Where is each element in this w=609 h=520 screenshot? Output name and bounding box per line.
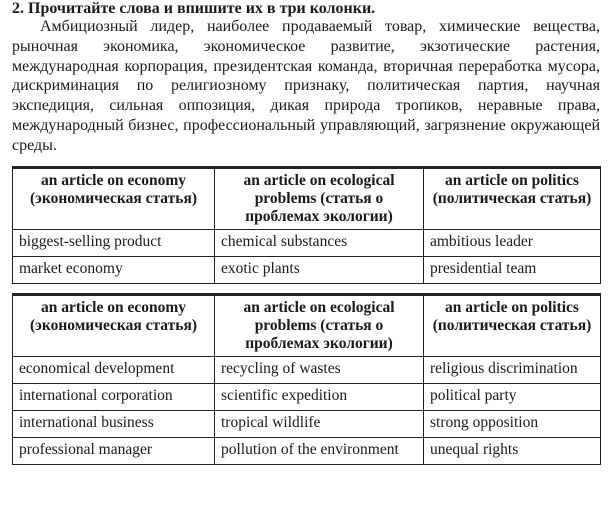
words-table-bottom [12, 293, 601, 465]
table-cell: economical development [13, 357, 215, 384]
header-row [13, 168, 601, 230]
table-cell: recycling of wastes [215, 357, 424, 384]
table-cell: international business [13, 411, 215, 438]
header-economy: an article on economy (экономическая статья) [13, 295, 215, 357]
table-cell: professional manager [13, 438, 215, 465]
table-cell: biggest-selling product [13, 230, 215, 257]
table-row [13, 257, 601, 284]
header-economy: an article on economy (экономическая статья) [13, 168, 215, 230]
table-cell: scientific expedition [215, 384, 424, 411]
header-ecology: an article on ecological problems (статья о проблемах экологии) [215, 168, 424, 230]
table-cell: presidential team [424, 257, 601, 284]
table-cell: strong opposition [424, 411, 601, 438]
table-cell: political party [424, 384, 601, 411]
header-ecology: an article on ecological problems (статья о проблемах экологии) [215, 295, 424, 357]
table-cell: pollution of the environment [215, 438, 424, 465]
table-cell: chemical substances [215, 230, 424, 257]
table-row [13, 411, 601, 438]
table-cell: ambitious leader [424, 230, 601, 257]
table-cell: unequal rights [424, 438, 601, 465]
table-cell: religious discrimination [424, 357, 601, 384]
table-row [13, 230, 601, 257]
table-cell: exotic plants [215, 257, 424, 284]
table-row [13, 357, 601, 384]
table-cell: international corporation [13, 384, 215, 411]
table-row [13, 438, 601, 465]
words-table-top [12, 166, 601, 284]
header-politics: an article on politics (политическая статья) [424, 295, 601, 357]
exercise-word-list: Амбициозный лидер, наиболее продаваемый товар, химические вещества, рыночная экономика, экономическое развитие, экзотические растения, международная корпорация, президентская команда, вторичная переработка мусора, дискриминация по религиозному признаку, политическая партия, научная экспедиция, сильная оппозиция, дикая природа тропиков, неравные права, международный бизнес, профессиональный управляющий, загрязнение окружающей среды. [12, 18, 600, 154]
header-politics: an article on politics (политическая статья) [424, 168, 601, 230]
header-row [13, 295, 601, 357]
exercise-heading: 2. Прочитайте слова и впишите их в три колонки. [12, 0, 376, 17]
table-row [13, 384, 601, 411]
table-cell: market economy [13, 257, 215, 284]
table-cell: tropical wildlife [215, 411, 424, 438]
